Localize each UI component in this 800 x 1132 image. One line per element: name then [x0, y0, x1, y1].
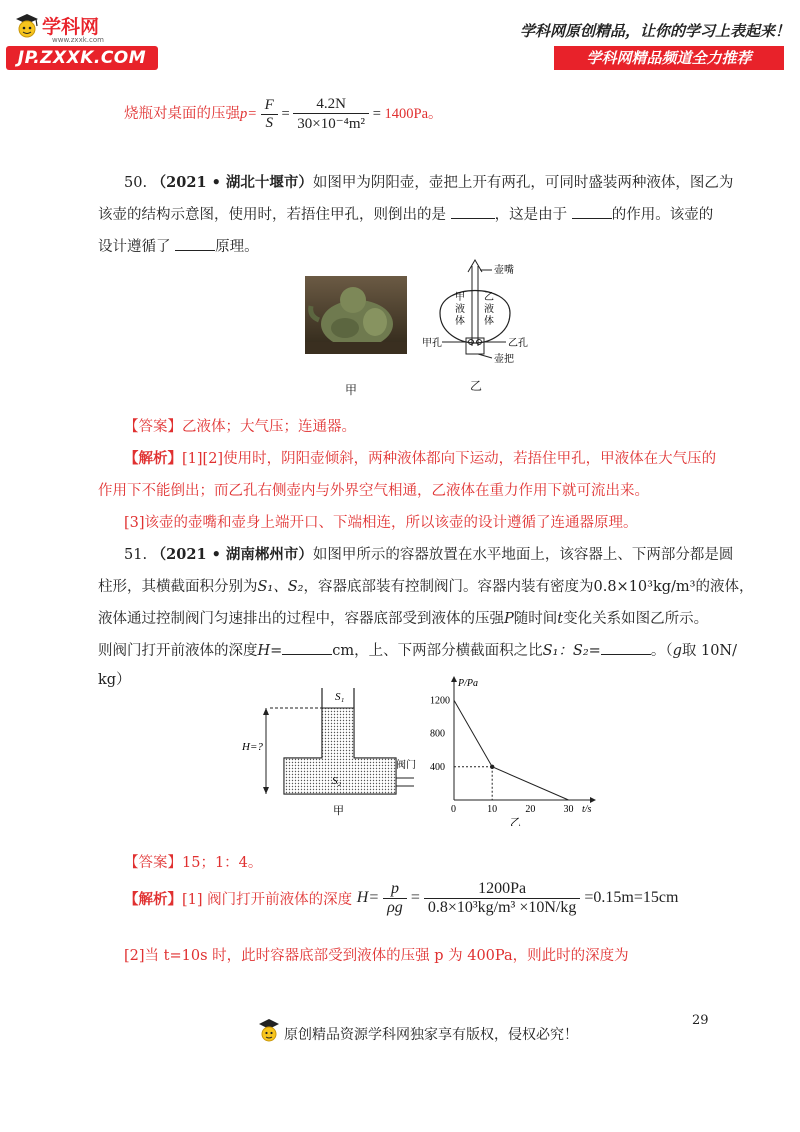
equals: = [281, 105, 290, 122]
q50-line3 [98, 235, 259, 256]
formula-p: p= [240, 105, 258, 122]
q51-analysis1 [124, 880, 678, 930]
top-formula [124, 96, 443, 133]
x-tick-label: 0 [451, 804, 456, 815]
q51-line3 [98, 607, 708, 628]
answer-label: 【答案】 [124, 855, 182, 871]
fraction-f-s [261, 97, 278, 132]
y-tick-label: 1200 [430, 695, 450, 707]
q50-text: 原理。 [215, 239, 259, 255]
q51-text: 则阀门打开前液体的深度 [98, 643, 258, 659]
q50-analysis2: 作用下不能倒出；而乙孔右侧壶内与外界空气相通，乙液体在重力作用下就可流出来。 [98, 483, 649, 499]
q51-var: S₁：S₂= [542, 643, 601, 659]
analysis-text: [1][2]使用时，阴阳壶倾斜，两种液体都向下运动，若捂住甲孔，甲液体在大气压的 [182, 451, 717, 467]
q51-line1 [124, 543, 733, 564]
answer-blank [175, 237, 215, 251]
diagram-left-liquid: 液 [455, 304, 465, 315]
q51-number: 51. [124, 547, 148, 563]
answer-blank [282, 641, 332, 655]
teapot-photo [305, 276, 407, 354]
pressure-time-chart [420, 676, 600, 826]
formula-var: H= [356, 889, 380, 907]
diagram-right-liquid: 乙 [484, 292, 494, 303]
logo-badge: JP.ZXXK.COM [6, 46, 158, 70]
q51-source: （2021 • 湖南郴州市） [151, 546, 313, 563]
q51-text: 如图甲所示的容器放置在水平地面上，该容器上、下两部分都是圆 [312, 547, 734, 563]
q50-source: （2021 • 湖北十堰市） [151, 174, 313, 191]
q50-line1 [124, 171, 733, 192]
footer-mascot-icon [258, 1018, 280, 1046]
q50-line2 [98, 203, 713, 224]
series-line [454, 700, 569, 800]
frac-num: 4.2N [293, 96, 369, 114]
frac-num: p [383, 880, 407, 899]
y-tick-label: 400 [430, 761, 445, 773]
logo-mascot-icon [14, 12, 40, 42]
diagram-right-liquid: 液 [484, 304, 494, 315]
equals: = [410, 889, 420, 907]
answer-text: 乙液体；大气压；连通器。 [182, 419, 356, 435]
formula-result: 1400Pa。 [384, 105, 443, 122]
q50-number: 50. [124, 175, 148, 191]
figure-caption: 甲 [333, 804, 344, 817]
x-tick-label: 10 [487, 804, 498, 815]
q51-text: ，容器底部装有控制阀门。容器内装有密度为 [303, 579, 594, 595]
q50-text: 如图甲为阴阳壶，壶把上开有两孔，可同时盛装两种液体，图乙为 [312, 175, 734, 191]
answer-blank [451, 205, 495, 219]
q51-var: t [557, 611, 564, 627]
q51-text: 。（ [650, 643, 673, 659]
footer-copyright: 原创精品资源学科网独家享有版权，侵权必究！ [284, 1027, 578, 1043]
answer-text: 15；1：4。 [182, 855, 263, 871]
analysis-label: 【解析】 [124, 891, 182, 908]
page-number: 29 [692, 1013, 709, 1028]
y-tick-label: 800 [430, 728, 445, 740]
analysis-text: [1] 阀门打开前液体的深度 [182, 892, 353, 908]
logo-small-url: www.zxxk.com [52, 36, 104, 44]
y-axis-label: P/Pa [458, 678, 478, 689]
x-tick-label: 30 [563, 804, 574, 815]
frac-den: 0.8×10³kg/m³ ×10N/kg [427, 899, 577, 916]
figure-caption-jia: 甲 [345, 383, 358, 397]
q50-text: 该壶的结构示意图，使用时，若捂住甲孔，则倒出的是 [98, 207, 446, 223]
frac-num: F [261, 97, 278, 115]
q51-text: 液体通过控制阀门匀速排出的过程中，容器底部受到液体的压强 [98, 611, 504, 627]
answer-blank [572, 205, 612, 219]
analysis-label: 【解析】 [124, 450, 182, 467]
fraction-p-rhog [383, 880, 407, 917]
q51-text: 变化关系如图乙所示。 [563, 611, 709, 627]
formula-result: =0.15m=15cm [584, 889, 679, 907]
q51-var: g [672, 643, 682, 659]
q50-text: 设计遵循了 [98, 239, 171, 255]
diagram-left-liquid: 甲 [455, 292, 465, 303]
q50-answer [124, 415, 356, 436]
q51-analysis2: [2]当 t=10s 时，此时容器底部受到液体的压强 p 为 400Pa，则此时的深度为 [124, 948, 629, 964]
equals: = [372, 105, 381, 122]
answer-blank [601, 641, 651, 655]
q51-line4 [98, 639, 737, 660]
x-tick-label: 20 [525, 804, 536, 815]
header-slogan: 学科网原创精品，让你的学习上表起来！ [520, 22, 791, 40]
frac-num: 1200Pa [424, 880, 581, 899]
diagram-hole-b: 乙孔 [508, 338, 528, 349]
logo-text: 学科网 [42, 16, 100, 38]
q51-text: cm，上、下两部分横截面积之比 [332, 643, 543, 659]
label-s1: S₁ [335, 691, 345, 703]
header-banner: 学科网精品频道全力推荐 [554, 46, 784, 70]
answer-label: 【答案】 [124, 419, 182, 435]
q51-answer [124, 851, 262, 872]
container-diagram [240, 686, 420, 821]
q50-text: 的作用。该壶的 [611, 207, 714, 223]
q50-text: ，这是由于 [494, 207, 568, 223]
diagram-hole-a: 甲孔 [422, 338, 442, 349]
q51-text: 取 10N/ [681, 643, 738, 659]
x-axis-label: t/s [582, 804, 592, 815]
formula-prefix: 烧瓶对桌面的压强 [124, 105, 240, 122]
q50-analysis3: [3]该壶的壶嘴和壶身上端开口、下端相连，所以该壶的设计遵循了连通器原理。 [124, 515, 638, 531]
q51-line2 [98, 575, 754, 596]
frac-den: S [265, 115, 273, 131]
q51-var: P [504, 611, 514, 627]
diagram-left-liquid: 体 [455, 316, 465, 327]
y-axis-arrow [451, 676, 457, 682]
q51-text: 随时间 [513, 611, 558, 627]
q51-text: 的液体， [695, 579, 754, 595]
fraction-values [293, 96, 369, 133]
diagram-right-liquid: 体 [484, 316, 494, 327]
frac-den: 30×10⁻⁴m² [297, 116, 366, 132]
label-s2: S₂ [332, 775, 342, 787]
q51-var: S₁、S₂ [257, 579, 304, 595]
q51-text: 柱形，其横截面积分别为 [98, 579, 258, 595]
fraction-values [424, 880, 581, 917]
q51-line5: kg） [98, 672, 131, 688]
label-valve: 阀门 [396, 760, 416, 771]
figure-caption-yi: 乙 [470, 379, 483, 393]
label-h: H=? [242, 741, 263, 753]
diagram-spout-label: 壶嘴 [494, 265, 514, 276]
q50-analysis1 [124, 447, 716, 468]
x-axis-arrow [590, 797, 596, 803]
q51-var: H= [257, 643, 283, 659]
frac-den: ρg [387, 899, 403, 916]
diagram-handle: 壶把 [494, 354, 514, 365]
chart-caption: 乙 [510, 816, 521, 826]
teapot-diagram [420, 258, 550, 368]
q51-density: 0.8×10³kg/m³ [593, 579, 696, 595]
